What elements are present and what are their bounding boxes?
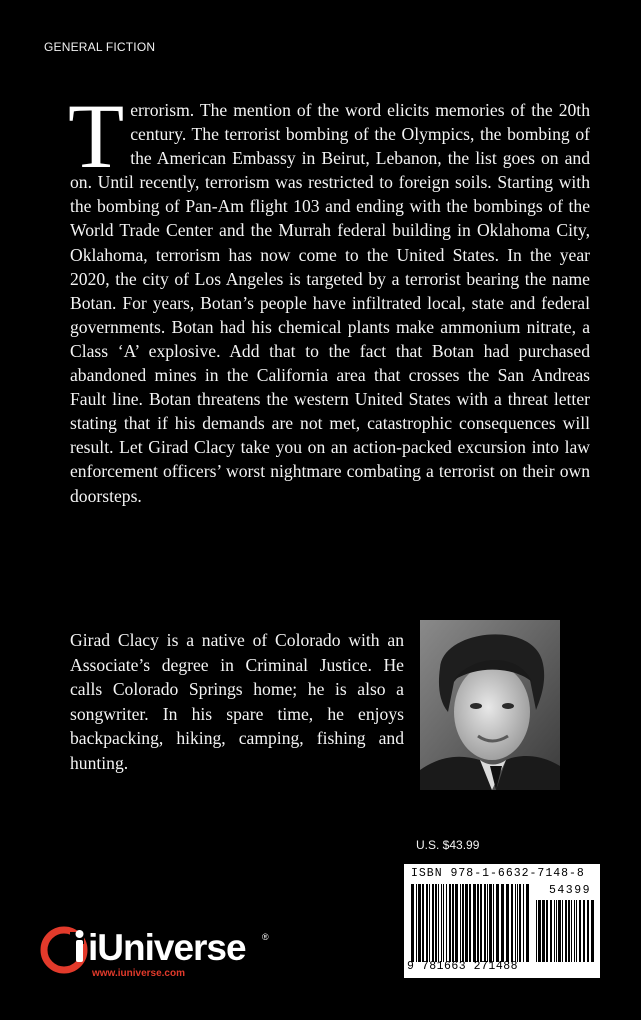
barcode-bar	[452, 884, 454, 962]
publisher-logo	[40, 926, 280, 986]
barcode-bar	[550, 900, 552, 962]
barcode-bar	[556, 900, 557, 962]
publisher-url: www.iuniverse.com	[92, 968, 185, 979]
barcode-bar	[546, 900, 548, 962]
barcode-bar	[426, 884, 428, 962]
barcode-bar	[565, 900, 567, 962]
barcode-bar	[441, 884, 442, 962]
barcode-bar	[515, 884, 516, 962]
ean-bars	[411, 884, 531, 962]
barcode-bar	[446, 884, 447, 962]
barcode-bar	[542, 900, 545, 962]
barcode-bar	[416, 884, 417, 962]
barcode-bar	[411, 884, 414, 962]
barcode-bar	[489, 884, 492, 962]
author-portrait-image	[420, 620, 560, 790]
barcode-bar	[506, 884, 509, 962]
barcode-bar	[462, 884, 464, 962]
author-photo	[420, 620, 560, 790]
barcode-bar	[562, 900, 563, 962]
barcode-bar	[487, 884, 488, 962]
barcode-bar	[465, 884, 468, 962]
barcode-bar	[574, 900, 575, 962]
barcode-bar	[496, 884, 499, 962]
iuniverse-logo-icon	[40, 926, 88, 974]
barcode-bar	[511, 884, 513, 962]
price-label: U.S. $43.99	[416, 838, 480, 852]
barcode-bar	[449, 884, 451, 962]
author-bio: Girad Clacy is a native of Colorado with an Associate’s degree in Criminal Justice. He calls Colorado Springs home; he is also a songwriter. In his spare time, he enjoys backpacking, hiking, camping, fishing and hunting.	[70, 630, 404, 773]
barcode-bar	[591, 900, 594, 962]
blurb-text: errorism. The mention of the word elicits memories of the 20th century. The terrorist bombing of the Olympics, the bombing of the American Embassy in Beirut, Lebanon, the list goes on and on. Until recently, terrorism was restricted to foreign soils. Starting with the bombing of Pan-Am flight 103 and ending with the bombings of the World Trade Center and the Murrah federal building in Oklahoma City, Oklahoma, terrorism has now come to the United States. In the year 2020, the city of Los Angeles is targeted by a terrorist bearing the name Botan. For years, Botan’s people have infiltrated local, state and federal governments. Botan had his chemical plants make ammonium nitrate, a Class ‘A’ explosive. Add that to the fact that Botan had purchased abandoned mines in the California area that crosses the San Andreas Fault line. Botan threatens the western United States with a threat letter stating that if his demands are not met, catastrophic consequences will result. Let Girad Clacy take you on an action-packed excursion into law enforcement officers’ worst nightmare combating a terrorist on their own doorsteps.	[70, 100, 590, 506]
addon-bars	[536, 900, 594, 962]
barcode-bar	[519, 884, 521, 962]
barcode-bar	[538, 900, 541, 962]
barcode-bar	[473, 884, 476, 962]
price-code: 54399	[548, 884, 591, 897]
ean-digits: 9 781663 271488	[407, 960, 519, 973]
publisher-name: iUniverse	[88, 927, 246, 968]
barcode-bar	[432, 884, 434, 962]
barcode-bar	[435, 884, 437, 962]
isbn-number: ISBN 978-1-6632-7148-8	[411, 867, 585, 880]
barcode-bar	[554, 900, 555, 962]
barcode-bar	[438, 884, 439, 962]
barcode-bar	[480, 884, 482, 962]
barcode-bar	[484, 884, 486, 962]
barcode-bar	[455, 884, 458, 962]
barcode-bar	[576, 900, 577, 962]
barcode-bar	[536, 900, 537, 962]
barcode-bar	[443, 884, 444, 962]
genre-label: GENERAL FICTION	[44, 40, 156, 54]
barcode-bar	[429, 884, 430, 962]
barcode-bar	[469, 884, 471, 962]
registered-mark: ®	[262, 932, 269, 942]
drop-cap: T	[68, 85, 125, 187]
barcode-bar	[493, 884, 494, 962]
barcode-bar	[517, 884, 518, 962]
barcode-bar	[587, 900, 589, 962]
book-blurb	[68, 85, 590, 508]
barcode-bar	[571, 900, 572, 962]
barcode-bar	[477, 884, 479, 962]
barcode-bar	[568, 900, 570, 962]
barcode-bar	[579, 900, 581, 962]
barcode-bar	[501, 884, 504, 962]
barcode-bar	[422, 884, 424, 962]
isbn-barcode	[404, 864, 600, 978]
barcode-bar	[558, 900, 561, 962]
barcode-bar	[583, 900, 585, 962]
barcode-bar	[523, 884, 524, 962]
barcode-bar	[460, 884, 461, 962]
barcode-bar	[418, 884, 421, 962]
barcode-bar	[526, 884, 529, 962]
